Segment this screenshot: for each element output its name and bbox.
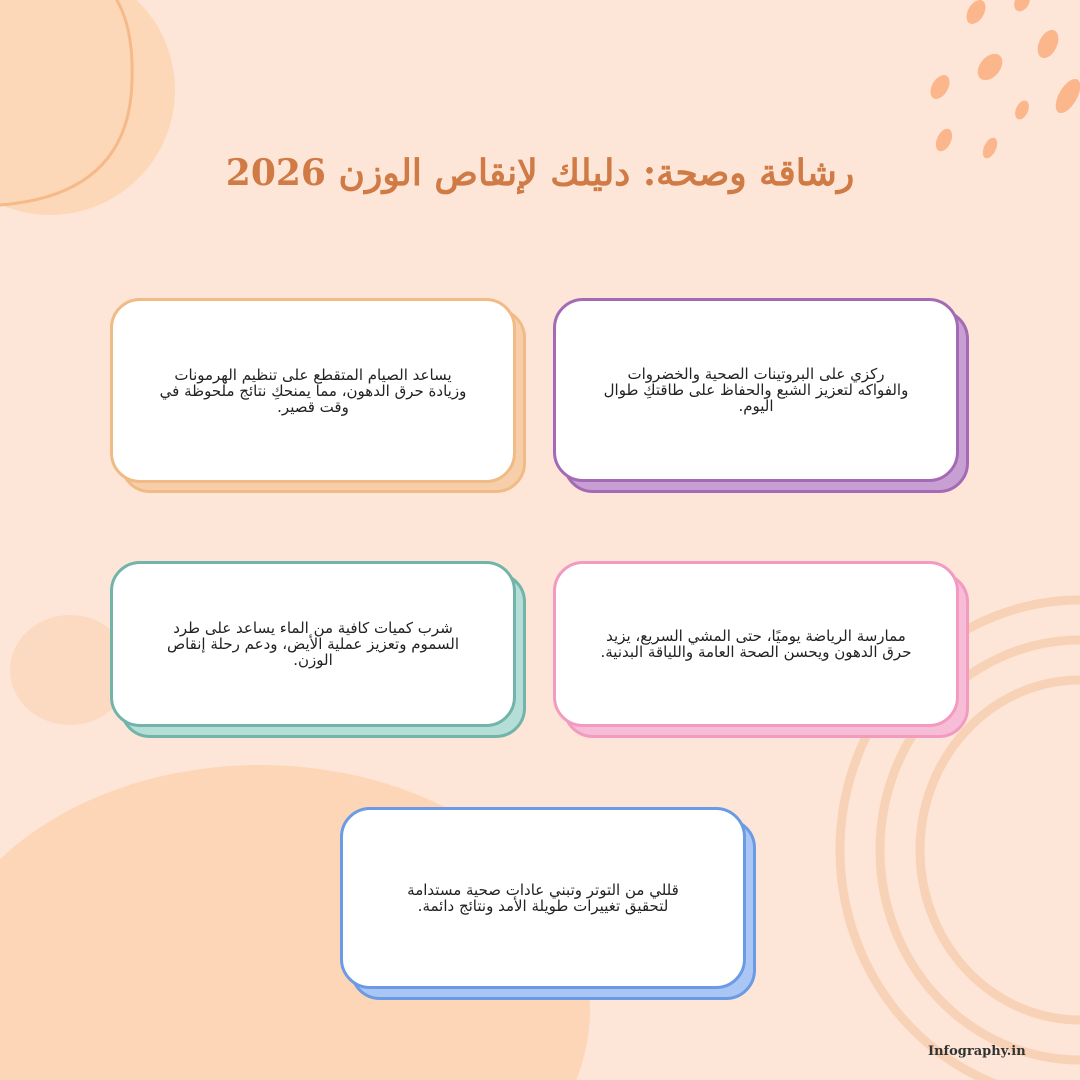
tip-text-exercise: ممارسة الرياضة يوميًا، حتى المشي السريع، يزيد حرق الدهون ويحسن الصحة العامة واللياقة البدنية. (600, 627, 912, 661)
tip-text-stress: قللي من التوتر وتبني عادات صحية مستدامة لتحقيق تغييرات طويلة الأمد ونتائج دائمة. (407, 881, 679, 915)
tip-card-water (110, 561, 516, 727)
page-title: رشاقة وصحة: دليلك لإنقاص الوزن 2026 (225, 152, 855, 194)
watermark: Infography.in (928, 1044, 1026, 1059)
tip-text-protein: ركزي على البروتينات الصحية والخضروات والفواكه لتعزيز الشبع والحفاظ على طاقتكِ طوال اليوم. (603, 365, 909, 415)
tip-card-intermittent-fasting (110, 298, 516, 483)
top-right-dots (927, 0, 1080, 161)
tip-text-intermittent-fasting: يساعد الصيام المتقطع على تنظيم الهرمونات وزيادة حرق الدهون، مما يمنحكِ نتائج ملحوظة في وقت قصير. (159, 365, 467, 416)
tip-card-protein (553, 298, 959, 482)
tip-text-water: شرب كميات كافية من الماء يساعد على طرد السموم وتعزيز عملية الأيض، ودعم رحلة إنقاص الوزن. (166, 619, 460, 669)
tip-card-exercise (553, 561, 959, 727)
tip-card-stress (340, 807, 746, 989)
